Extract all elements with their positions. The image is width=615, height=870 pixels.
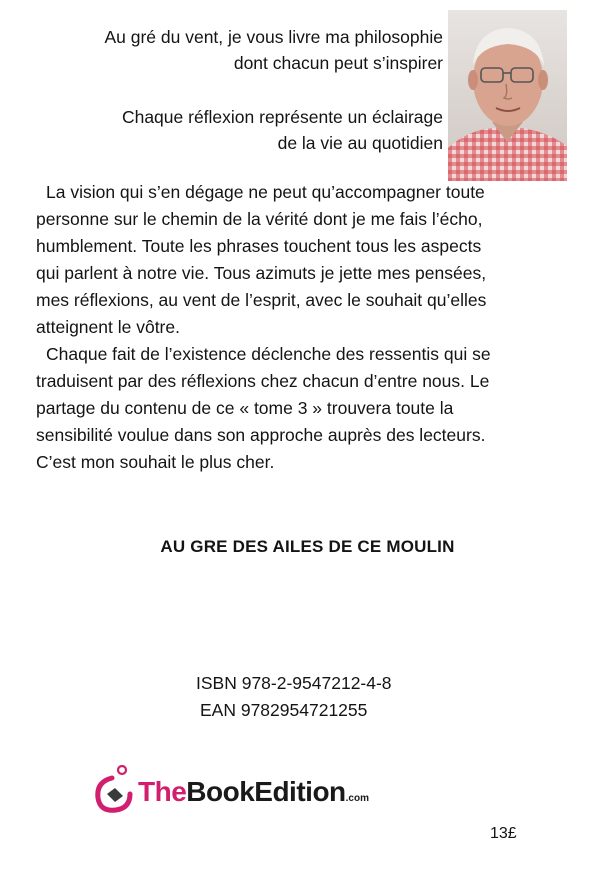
intro-paragraph-1 xyxy=(104,24,443,76)
price: 13£ xyxy=(490,825,517,842)
body-text xyxy=(36,179,576,476)
author-portrait xyxy=(448,10,567,181)
body-line: traduisent par des réflexions chez chacun d’entre nous. Le xyxy=(36,371,490,391)
publisher-logo-icon xyxy=(90,764,138,814)
wordmark-the: The xyxy=(138,776,187,807)
publisher-wordmark xyxy=(138,776,369,808)
intro-line: Au gré du vent, je vous livre ma philosophie xyxy=(104,27,443,47)
body-line: C’est mon souhait le plus cher. xyxy=(36,452,275,472)
body-line: sensibilité voulue dans son approche auprès des lecteurs. xyxy=(36,425,486,445)
ean-number: EAN 9782954721255 xyxy=(200,700,368,720)
wordmark-bookedition: BookEdition xyxy=(186,776,346,807)
publisher-logo xyxy=(90,764,430,814)
body-line: partage du contenu de ce « tome 3 » trouvera toute la xyxy=(36,398,454,418)
body-line: mes réflexions, au vent de l’esprit, avec le souhait qu’elles xyxy=(36,290,487,310)
body-paragraph-1 xyxy=(36,179,576,341)
intro-paragraph-2 xyxy=(122,104,443,156)
body-line: humblement. Toute les phrases touchent tous les aspects xyxy=(36,236,482,256)
body-line: qui parlent à notre vie. Tous azimuts je jette mes pensées, xyxy=(36,263,487,283)
book-title: AU GRE DES AILES DE CE MOULIN xyxy=(160,537,455,556)
isbn-number: ISBN 978-2-9547212-4-8 xyxy=(196,673,392,693)
intro-line: de la vie au quotidien xyxy=(277,133,443,153)
identifiers xyxy=(196,670,392,724)
body-line: La vision qui s’en dégage ne peut qu’accompagner toute xyxy=(46,182,485,202)
intro-line: dont chacun peut s’inspirer xyxy=(233,53,443,73)
author-portrait-illustration xyxy=(448,10,567,181)
intro-line: Chaque réflexion représente un éclairage xyxy=(121,107,443,127)
body-line: personne sur le chemin de la vérité dont je me fais l’écho, xyxy=(36,209,483,229)
wordmark-com: .com xyxy=(345,793,369,804)
body-line: Chaque fait de l’existence déclenche des ressentis qui se xyxy=(46,344,491,364)
body-paragraph-2 xyxy=(36,341,576,476)
body-line: atteignent le vôtre. xyxy=(36,317,180,337)
